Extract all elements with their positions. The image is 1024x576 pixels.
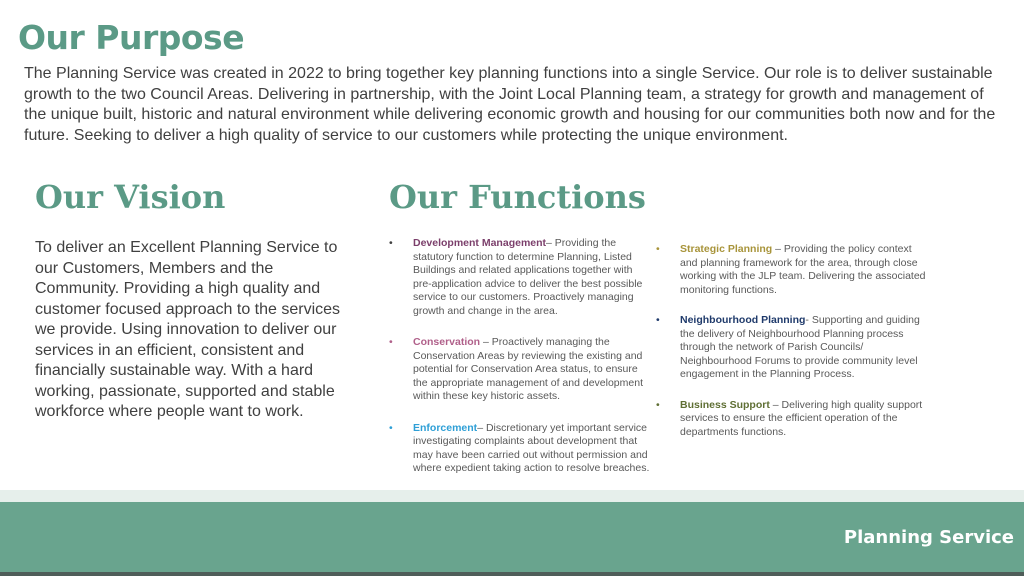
bullet-icon: • bbox=[656, 314, 660, 326]
function-term: Development Management bbox=[413, 237, 547, 249]
bullet-icon: • bbox=[656, 398, 660, 411]
footer-service-name: Planning Service bbox=[843, 527, 1014, 548]
function-term: Neighbourhood Planning bbox=[680, 314, 806, 326]
function-item-business-support bbox=[656, 399, 928, 440]
bullet-icon: • bbox=[656, 243, 660, 255]
function-item-development-management bbox=[389, 237, 651, 318]
function-description: - Supporting and guiding the delivery of Neighbourhood Planning process through the network of Parish Councils/ Neighbourhood Forums to provide community level engagement in the Planning Process. bbox=[680, 314, 920, 380]
function-description: – Providing the statutory function to determine Planning, Listed Buildings and related applications together with pre-application advice to deliver the best possible service to our customers. Proactively managing growth and change in the area. bbox=[413, 237, 643, 317]
bullet-icon: • bbox=[389, 237, 393, 249]
function-item-conservation bbox=[389, 336, 651, 404]
function-description: – Providing the policy context and planning framework for the area, through close working with the JLP team. Delivering the associated monitoring functions. bbox=[680, 243, 926, 296]
vision-text: To deliver an Excellent Planning Service to our Customers, Members and the Community. Providing a high quality and customer focused approach to the services we provide. Using innovation to deliver our services in an efficient, consistent and financially sustainable way. With a hard working, passionate, supported and stable workforce where people want to work. bbox=[35, 239, 341, 420]
vision-heading: Our Vision bbox=[35, 178, 226, 216]
function-term: Enforcement bbox=[413, 421, 478, 434]
functions-list-left bbox=[389, 237, 651, 494]
function-term: Strategic Planning bbox=[680, 243, 773, 255]
function-description: – Delivering high quality support services to ensure the efficient operation of the departments functions. bbox=[680, 398, 923, 438]
bullet-icon: • bbox=[389, 336, 393, 348]
functions-list-right bbox=[656, 243, 928, 456]
function-item-enforcement bbox=[389, 422, 651, 476]
function-term: Business Support bbox=[680, 398, 770, 411]
function-item-strategic-planning bbox=[656, 243, 928, 297]
function-description: – Discretionary yet important service investigating complaints about development that may have been carried out without permission and where expedient taking action to resolve breaches. bbox=[413, 421, 650, 474]
footer-band-edge bbox=[0, 572, 1024, 576]
function-description: – Proactively managing the Conservation Areas by reviewing the existing and potential for Conservation Area status, to ensure the appropriate management of and development within these key historic assets. bbox=[413, 336, 643, 402]
function-item-neighbourhood-planning bbox=[656, 314, 928, 382]
page-title: Our Purpose bbox=[18, 18, 245, 57]
function-term: Conservation bbox=[413, 336, 481, 348]
functions-heading: Our Functions bbox=[389, 178, 646, 216]
purpose-text: The Planning Service was created in 2022 to bring together key planning functions into a single Service. Our role is to deliver sustainable growth to the two Council Areas. Delivering in partnership, with the Joint Local Planning team, a strategy for growth and management of the unique built, historic and natural environment while delivering economic growth and housing for our communities both now and for the future. Seeking to deliver a high quality of service to our customers while protecting the unique environment. bbox=[24, 65, 996, 144]
bullet-icon: • bbox=[389, 421, 393, 434]
